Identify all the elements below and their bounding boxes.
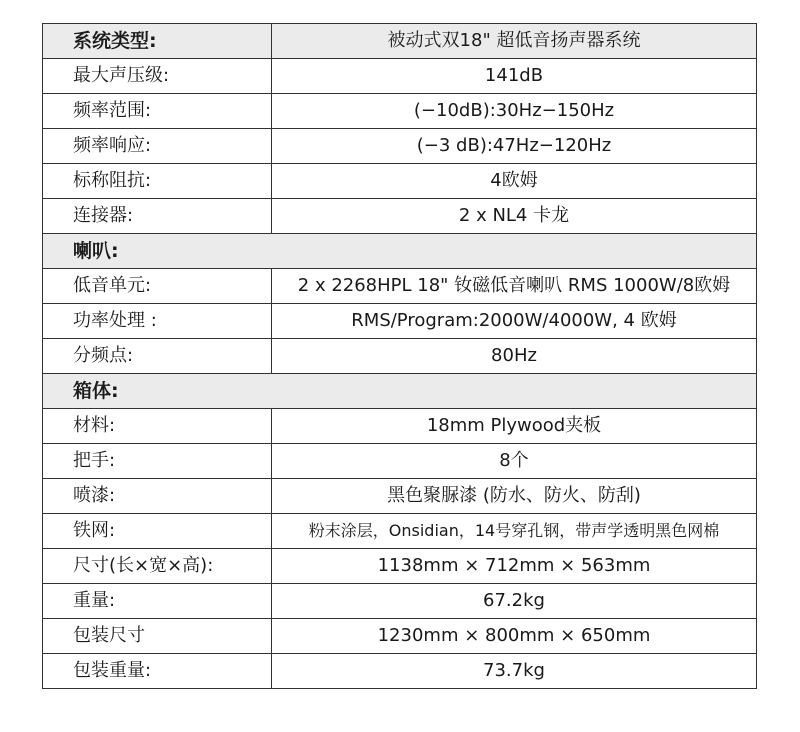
spec-value: (−3 dB):47Hz−120Hz: [272, 129, 757, 164]
spec-row: [43, 269, 757, 304]
spec-row: [43, 129, 757, 164]
spec-label: 重量:: [43, 584, 272, 619]
spec-table: [42, 23, 757, 689]
spec-label: 尺寸(长×宽×高):: [43, 549, 272, 584]
spec-label: 频率范围:: [43, 94, 272, 129]
spec-value: 2 x NL4 卡龙: [272, 199, 757, 234]
system-type-value: 被动式双18" 超低音扬声器系统: [272, 24, 757, 59]
spec-label: 功率处理 :: [43, 304, 272, 339]
spec-value: 1230mm × 800mm × 650mm: [272, 619, 757, 654]
spec-value: 80Hz: [272, 339, 757, 374]
spec-value: 1138mm × 712mm × 563mm: [272, 549, 757, 584]
spec-label: 最大声压级:: [43, 59, 272, 94]
spec-value: 4欧姆: [272, 164, 757, 199]
spec-row: [43, 654, 757, 689]
system-type-row: [43, 24, 757, 59]
spec-row: [43, 94, 757, 129]
spec-value: (−10dB):30Hz−150Hz: [272, 94, 757, 129]
spec-row: [43, 304, 757, 339]
spec-value: 8个: [272, 444, 757, 479]
spec-row: [43, 409, 757, 444]
spec-value: 141dB: [272, 59, 757, 94]
spec-label: 包装重量:: [43, 654, 272, 689]
spec-label: 低音单元:: [43, 269, 272, 304]
spec-label: 包装尺寸: [43, 619, 272, 654]
spec-row: [43, 479, 757, 514]
spec-value: 67.2kg: [272, 584, 757, 619]
spec-row: [43, 339, 757, 374]
spec-label: 连接器:: [43, 199, 272, 234]
spec-label: 材料:: [43, 409, 272, 444]
spec-label: 喷漆:: [43, 479, 272, 514]
section-title: 喇叭:: [43, 234, 757, 269]
spec-row: [43, 514, 757, 549]
cabinet-section-row: [43, 374, 757, 409]
spec-value: 2 x 2268HPL 18" 钕磁低音喇叭 RMS 1000W/8欧姆: [272, 269, 757, 304]
spec-row: [43, 164, 757, 199]
speaker-section-row: [43, 234, 757, 269]
spec-label: 把手:: [43, 444, 272, 479]
spec-value: 粉末涂层，Onsidian，14号穿孔钢，带声学透明黑色网棉: [272, 514, 757, 549]
spec-row: [43, 619, 757, 654]
spec-row: [43, 549, 757, 584]
section-title: 箱体:: [43, 374, 757, 409]
spec-label: 标称阻抗:: [43, 164, 272, 199]
spec-row: [43, 444, 757, 479]
spec-label: 铁网:: [43, 514, 272, 549]
spec-label: 分频点:: [43, 339, 272, 374]
spec-row: [43, 584, 757, 619]
spec-value: 73.7kg: [272, 654, 757, 689]
system-type-label: 系统类型:: [43, 24, 272, 59]
spec-value: RMS/Program:2000W/4000W, 4 欧姆: [272, 304, 757, 339]
spec-row: [43, 59, 757, 94]
spec-value: 18mm Plywood夹板: [272, 409, 757, 444]
spec-row: [43, 199, 757, 234]
spec-label: 频率响应:: [43, 129, 272, 164]
spec-value: 黑色聚脲漆 (防水、防火、防刮): [272, 479, 757, 514]
